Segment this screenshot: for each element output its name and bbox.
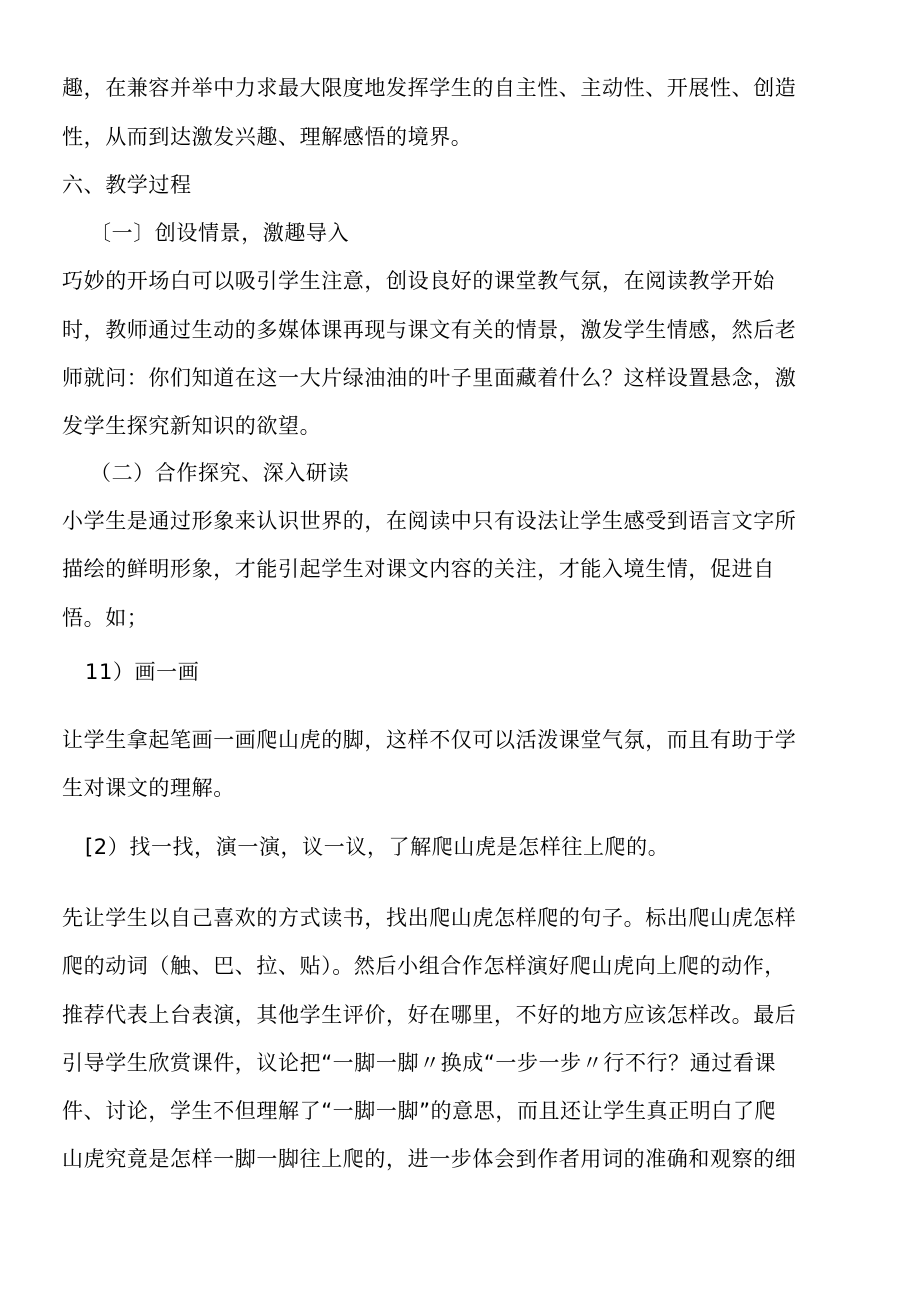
paragraph-line: 性，从而到达激发兴趣、理解感悟的境界。 bbox=[62, 125, 473, 149]
paragraph-line: 引导学生欣赏课件，议论把“一脚一脚〃换成“一步一步〃行不行？通过看课 bbox=[62, 1051, 777, 1075]
paragraph-line: 让学生拿起笔画一画爬山虎的脚，这样不仅可以活泼课堂气氛，而且有助于学 bbox=[62, 728, 797, 752]
paragraph-line: 师就问：你们知道在这一大片绿油油的叶子里面藏着什么？这样设置悬念，激 bbox=[62, 366, 797, 390]
paragraph-line: 生对课文的理解。 bbox=[62, 776, 235, 800]
paragraph-line: 推荐代表上台表演，其他学生评价，好在哪里，不好的地方应该怎样改。最后 bbox=[62, 1003, 797, 1027]
paragraph-line: 先让学生以自己喜欢的方式读书，找出爬山虎怎样爬的句子。标出爬山虎怎样 bbox=[62, 906, 797, 930]
subsection-heading: 〔一〕创设情景，激趣导入 bbox=[90, 221, 350, 245]
paragraph-line: 件、讨论，学生不但理解了“一脚一脚”的意思，而且还让学生真正明白了爬 bbox=[62, 1099, 777, 1123]
paragraph-line: 描绘的鲜明形象，才能引起学生对课文内容的关注，才能入境生情，促进自 bbox=[62, 557, 775, 581]
paragraph-line: 爬的动词（触、巴、拉、贴）。然后小组合作怎样演好爬山虎向上爬的动作， bbox=[62, 954, 786, 978]
paragraph-line: 发学生探究新知识的欲望。 bbox=[62, 414, 322, 438]
subsection-heading: （二）合作探究、深入研读 bbox=[90, 461, 350, 485]
paragraph-line: 趣，在兼容并举中力求最大限度地发挥学生的自主性、主动性、开展性、创造 bbox=[62, 76, 797, 100]
paragraph-line: 山虎究竟是怎样一脚一脚往上爬的，进一步体会到作者用词的准确和观察的细 bbox=[62, 1147, 797, 1171]
paragraph-line: 巧妙的开场白可以吸引学生注意，创设良好的课堂教气氛，在阅读教学开始 bbox=[62, 269, 775, 293]
paragraph-line: 时，教师通过生动的多媒体课再现与课文有关的情景，激发学生情感，然后老 bbox=[62, 318, 797, 342]
section-heading: 六、教学过程 bbox=[62, 173, 192, 197]
paragraph-line: 小学生是通过形象来认识世界的，在阅读中只有设法让学生感受到语言文字所 bbox=[62, 509, 797, 533]
list-item-heading: [2）找一找，演一演，议一议，了解爬山虎是怎样往上爬的。 bbox=[85, 835, 670, 859]
paragraph-line: 悟。如； bbox=[62, 606, 149, 630]
list-item-heading: 11）画一画 bbox=[85, 660, 200, 684]
